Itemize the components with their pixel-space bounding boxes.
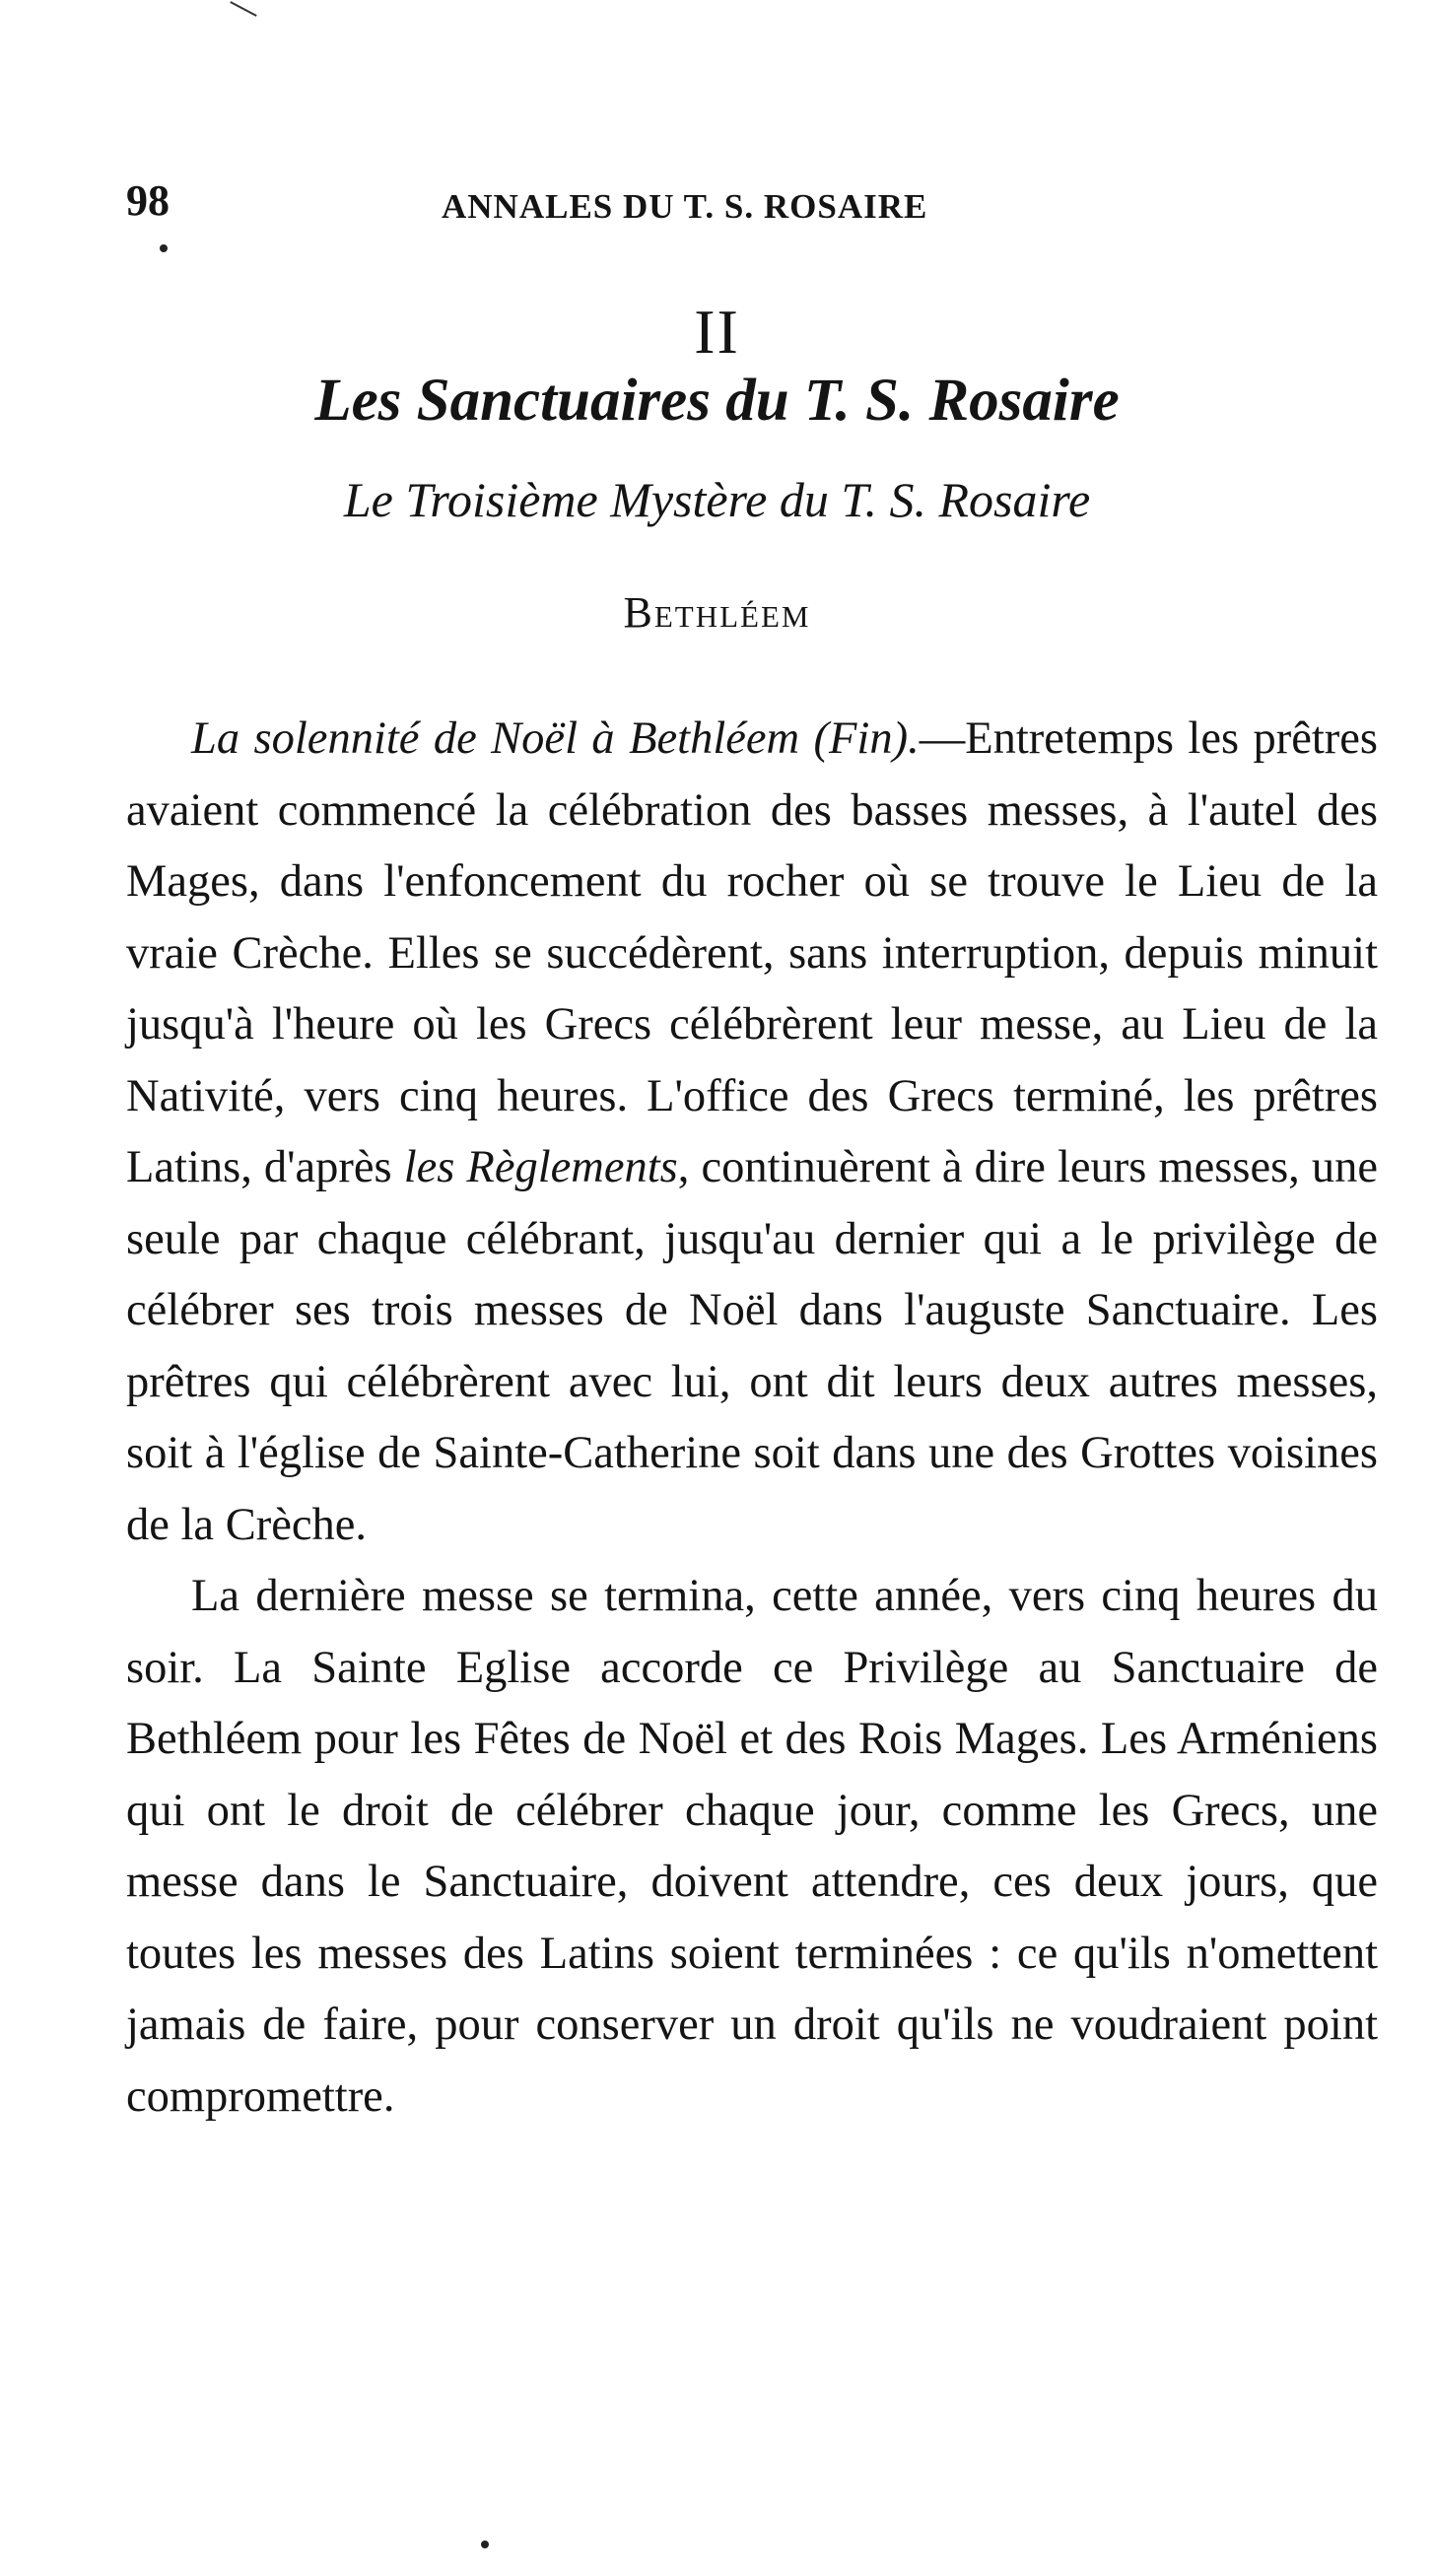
paragraph-lead: La solennité de Noël à Bethléem (Fin).: [191, 713, 920, 764]
print-speck: [160, 244, 168, 252]
chapter-subtitle: Le Troisième Mystère du T. S. Rosaire: [343, 472, 1091, 527]
paragraph-2: [126, 1561, 1378, 2133]
place-heading: Bethléem: [623, 588, 811, 637]
paragraph-1: [126, 704, 1378, 1561]
section-number: II: [694, 297, 740, 367]
paragraph-text: , continuèrent à dire leurs messes, une seule par chaque célébrant, jusqu'au dernier qui a le privilège de célébrer ses trois messes de Noël dans l'auguste Sanctuaire. Les prêtres qui célébrèrent avec lui, ont dit leurs deux autres messes, soit à l'église de Sainte-Catherine soit dans une des Grottes voisines de la Crèche.: [126, 1142, 1378, 1550]
print-speck: [481, 2541, 489, 2548]
running-head: [126, 175, 1062, 235]
article-body: [126, 704, 1378, 2133]
paragraph-text: —Entretemps les prêtres avaient commencé la célébration des basses messes, à l'autel des Mages, dans l'enfoncement du rocher où se trouve le Lieu de la vraie Crèche. Elles se succédèrent, sans interruption, depuis minuit jusqu'à l'heure où les Grecs célébrèrent leur messe, au Lieu de la Nativité, vers cinq heures. L'office des Grecs terminé, les prêtres Latins, d'après: [126, 713, 1378, 1192]
page-number: 98: [126, 176, 170, 225]
running-title: ANNALES DU T. S. ROSAIRE: [442, 187, 928, 226]
italic-reference: les Règlements: [403, 1142, 678, 1192]
ink-mark: [230, 1, 256, 17]
paragraph-text: La dernière messe se termina, cette année, vers cinq heures du soir. La Sainte Eglise accorde ce Privilège au Sanctuaire de Bethléem pour les Fêtes de Noël et des Rois Mages. Les Arméniens qui ont le droit de célébrer chaque jour, comme les Grecs, une messe dans le Sanctuaire, doivent attendre, ces deux jours, que toutes les messes des Latins soient terminées : ce qu'ils n'omettent jamais de faire, pour conserver un droit qu'ils ne voudraient point compromettre.: [126, 1571, 1378, 2122]
chapter-title: Les Sanctuaires du T. S. Rosaire: [314, 368, 1120, 434]
